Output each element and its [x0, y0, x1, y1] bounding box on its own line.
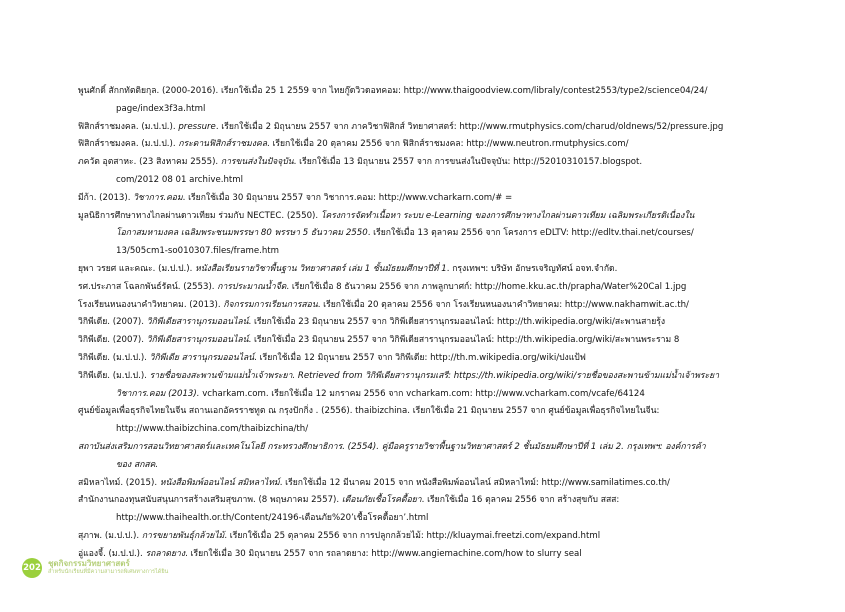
reference-text: สมิหลาไทม์. (2015).: [78, 477, 160, 488]
reference-text: . เรียกใช้เมื่อ 8 ธันวาคม 2556 จาก ภาพลูกบาศก์: http://home.kku.ac.th/prapha/Water%20Cal 1.jpg: [286, 281, 687, 292]
reference-title-text: วิชาการ.คอม (2013).: [116, 388, 200, 399]
reference-text: . เรียกใช้เมื่อ 12 มิถุนายน 2557 จาก วิกิพีเดีย: http://th.m.wikipedia.org/wiki/ปงแป้ฟ: [254, 352, 586, 363]
reference-line: [78, 83, 768, 101]
reference-text: http://www.thaihealth.or.th/Content/24196-เตือนภัย%20’เชื้อโรคดื้อยา’.html: [116, 513, 429, 524]
reference-title-text: การประมาณน้ำจืด: [217, 281, 287, 292]
reference-title-text: กระดานฟิสิกส์ราชมงคล: [178, 139, 267, 150]
reference-text: . กรุงเทพฯ: บริษัท อักษรเจริญทัศน์ อจท.จำกัด.: [446, 263, 618, 274]
reference-entry: [78, 492, 768, 528]
reference-continuation-line: [78, 386, 768, 404]
reference-line: [78, 546, 768, 564]
footer-caption: [48, 559, 168, 577]
reference-text: vcharkam.com. เรียกใช้เมื่อ 12 มกราคม 2556 จาก vcharkam.com: http://www.vcharkam.com/vcafe/64124: [199, 388, 645, 399]
reference-text: วิกิพีเดีย. (ม.ป.ป.).: [78, 370, 150, 381]
reference-text: 13/505cm1-so010307.files/frame.htm: [116, 246, 280, 257]
reference-continuation-line: [78, 457, 768, 475]
reference-title-text: การขนส่งในปัจจุบัน: [220, 157, 294, 168]
reference-list: [78, 83, 768, 564]
reference-title-text: หนังสือพิมพ์ออนไลน์ สมิหลาไทม์: [159, 477, 280, 488]
reference-title-text: pressure: [178, 121, 216, 132]
reference-text: ฟิสิกส์ราชมงคล. (ม.ป.ป.).: [78, 121, 179, 132]
reference-entry: [78, 475, 768, 493]
reference-title-text: การขยายพันธุ์กล้วยไม้: [141, 530, 225, 541]
reference-title-text: รายชื่อของสะพานข้ามแม่น้ำเจ้าพระยา. Retrieved from วิกิพีเดียสารานุกรมเสรี: https://th.wikipedia.org/wiki/รายชื่อของสะพานข้ามแม่น้ำเจ้าพระยา: [149, 370, 720, 381]
reference-text: ยุพา วรยศ และคณะ. (ม.ป.ป.).: [78, 263, 196, 274]
reference-text: . เรียกใช้เมื่อ 25 ตุลาคม 2556 จาก การปลูกกล้วยไม้: http://kluaymai.freetzi.com/expand.html: [224, 530, 601, 541]
reference-entry: [78, 297, 768, 315]
reference-text: http://www.thaibizchina.com/thaibizchina/th/: [116, 424, 309, 435]
reference-text: สุภาพ. (ม.ป.ป.).: [78, 530, 142, 541]
reference-text: com/2012 08 01 archive.html: [116, 174, 244, 185]
reference-entry: [78, 83, 768, 119]
reference-title-text: วิกิพีเดียสารานุกรมออนไลน์: [146, 317, 249, 328]
reference-line: [78, 439, 768, 457]
reference-entry: [78, 190, 768, 208]
reference-entry: [78, 403, 768, 439]
reference-text: . เรียกใช้เมื่อ 30 มิถุนายน 2557 จาก วิชาการ.คอม: http://www.vcharkarn.com/# =: [182, 192, 513, 203]
reference-text: . เรียกใช้เมื่อ 16 ตุลาคม 2556 จาก สร้างสุขกับ สสส:: [421, 495, 620, 506]
reference-text: . เรียกใช้เมื่อ 30 มิถุนายน 2557 จาก รถลาดยาง: http://www.angiemachine.com/how to slurry seal: [185, 548, 582, 559]
reference-text: วิกิพีเดีย. (2007).: [78, 317, 147, 328]
reference-title-text: วิกิพีเดีย สารานุกรมออนไลน์: [149, 352, 255, 363]
reference-text: . เรียกใช้เมื่อ 2 มิถุนายน 2557 จาก ภาควิชาฟิสิกส์ วิทยาศาสตร์: http://www.rmutphysics.com/charud/oldnews/52/pressure.jpg: [215, 121, 724, 132]
reference-continuation-line: [78, 421, 768, 439]
reference-entry: [78, 208, 768, 261]
page-footer: [22, 558, 168, 578]
reference-entry: [78, 314, 768, 332]
reference-title-text: หนังสือเรียนรายวิชาพื้นฐาน วิทยาศาสตร์ เล่ม 1 ชั้นมัธยมศึกษาปีที่ 1: [195, 263, 447, 274]
footer-subtitle: สำหรับนักเรียนที่มีความสามารถพิเศษทางการได้ยิน: [48, 569, 169, 575]
reference-text: ภควัต อุตสาหะ. (23 สิงหาคม 2555).: [78, 157, 221, 168]
reference-title-text: สถาบันส่งเสริมการสอนวิทยาศาสตร์และเทคโนโลยี กระทรวงศึกษาธิการ. (2554). คู่มือครูรายวิชาพื้นฐานวิทยาศาสตร์ 2 ชั้นมัธยมศึกษาปีที่ 1 เล่ม 2. กรุงเทพฯ: องค์การค้า: [78, 441, 706, 452]
reference-line: [78, 314, 768, 332]
reference-entry: [78, 261, 768, 279]
reference-text: . เรียกใช้เมื่อ 20 ตุลาคม 2556 จาก ฟิสิกส์ราชมงคล: http://www.neutron.rmutphysics.com/: [267, 139, 629, 150]
reference-text: วิกิพีเดีย. (ม.ป.ป.).: [78, 352, 150, 363]
reference-text: วิกิพีเดีย. (2007).: [78, 335, 147, 346]
reference-text: โรงเรียนหนองนาคำวิทยาคม. (2013).: [78, 299, 224, 310]
reference-title-text: เตือนภัยเชื้อโรคดื้อยา: [341, 495, 422, 506]
reference-line: [78, 332, 768, 350]
reference-title-text: วิชาการ.คอม: [133, 192, 183, 203]
reference-continuation-line: [78, 101, 768, 119]
reference-line: [78, 368, 768, 386]
reference-entry: [78, 119, 768, 137]
reference-entry: [78, 546, 768, 564]
reference-title-text: โครงการจัดทำเนื้อหา ระบบ e-Learning ของการศึกษาทางไกลผ่านดาวเทียม เฉลิมพระเกียรติเนื่องใน: [320, 210, 695, 221]
reference-line: [78, 119, 768, 137]
reference-text: อู่แองจี้. (ม.ป.ป.).: [78, 548, 146, 559]
reference-continuation-line: [78, 225, 768, 243]
reference-text: . เรียกใช้เมื่อ 12 มีนาคม 2015 จาก หนังสือพิมพ์ออนไลน์ สมิหลาไทม์: http://www.samilatimes.co.th/: [279, 477, 670, 488]
reference-entry: [78, 368, 768, 404]
reference-entry: [78, 350, 768, 368]
footer-title: ชุดกิจกรรมวิทยาศาสตร์: [48, 559, 130, 568]
reference-title-text: ของ สกสค.: [116, 459, 159, 470]
reference-text: มีก้า. (2013).: [78, 192, 134, 203]
reference-text: . เรียกใช้เมื่อ 23 มิถุนายน 2557 จาก วิกิพีเดียสารานุกรมออนไลน์: http://th.wikipedia.org/wiki/สะพานสายรุ้ง: [248, 317, 666, 328]
reference-text: ศูนย์ข้อมูลเพื่อธุรกิจไทยในจีน สถานเอกอัครราชทูต ณ กรุงปักกิ่ง . (2556). thaibizchina. เรียกใช้เมื่อ 21 มิถุนายน 2557 จาก ศูนย์ข้อมูลเพื่อธุรกิจไทยในจีน:: [78, 406, 660, 417]
reference-text: สำนักงานกองทุนสนับสนุนการสร้างเสริมสุขภาพ. (8 พฤษภาคม 2557).: [78, 495, 342, 506]
reference-line: [78, 190, 768, 208]
reference-line: [78, 297, 768, 315]
reference-text: รศ.ประภาส โฉลกพันธ์รัตน์. (2553).: [78, 281, 218, 292]
reference-line: [78, 208, 768, 226]
reference-text: . เรียกใช้เมื่อ 13 ตุลาคม 2556 จาก โครงการ eDLTV: http://edltv.thai.net/courses/: [367, 228, 694, 239]
reference-text: พูนศักดิ์ สักกทัตติยกุล. (2000-2016). เรียกใช้เมื่อ 25 1 2559 จาก ไทยกู๊ดวิวดอทคอม: http://www.thaigoodview.com/libraly/contest2553/type2/science04/24/: [78, 86, 708, 96]
reference-continuation-line: [78, 172, 768, 190]
reference-title-text: วิกิพีเดียสารานุกรมออนไลน์: [146, 335, 249, 346]
reference-continuation-line: [78, 510, 768, 528]
reference-line: [78, 261, 768, 279]
reference-title-text: กิจกรรมการเรียนการสอน: [223, 299, 318, 310]
reference-title-text: รถลาดยาง: [145, 548, 186, 559]
reference-line: [78, 136, 768, 154]
page-number: 202: [22, 558, 42, 578]
reference-text: . เรียกใช้เมื่อ 20 ตุลาคม 2556 จาก โรงเรียนหนองนาคำวิทยาคม: http://www.nakhamwit.ac.th/: [317, 299, 689, 310]
reference-line: [78, 528, 768, 546]
reference-text: . เรียกใช้เมื่อ 13 มิถุนายน 2557 จาก การขนส่งในปัจจุบัน: http://52010310157.blogspot.: [293, 157, 643, 168]
reference-line: [78, 350, 768, 368]
reference-title-text: โอกาสมหามงคล เฉลิมพระชนมพรรษา 80 พรรษา 5 ธันวาคม 2550: [116, 228, 368, 239]
reference-line: [78, 403, 768, 421]
reference-entry: [78, 528, 768, 546]
reference-entry: [78, 439, 768, 475]
reference-line: [78, 475, 768, 493]
reference-line: [78, 279, 768, 297]
reference-entry: [78, 154, 768, 190]
reference-text: . เรียกใช้เมื่อ 23 มิถุนายน 2557 จาก วิกิพีเดียสารานุกรมออนไลน์: http://th.wikipedia.org/wiki/สะพานพระราม 8: [248, 335, 680, 346]
reference-text: page/index3f3a.html: [116, 103, 206, 114]
reference-text: ฟิสิกส์ราชมงคล. (ม.ป.ป.).: [78, 139, 179, 150]
reference-continuation-line: [78, 243, 768, 261]
reference-line: [78, 154, 768, 172]
reference-text: มูลนิธิการศึกษาทางไกลผ่านดาวเทียม ร่วมกับ NECTEC. (2550).: [78, 210, 321, 221]
reference-entry: [78, 136, 768, 154]
reference-entry: [78, 332, 768, 350]
reference-line: [78, 492, 768, 510]
reference-entry: [78, 279, 768, 297]
